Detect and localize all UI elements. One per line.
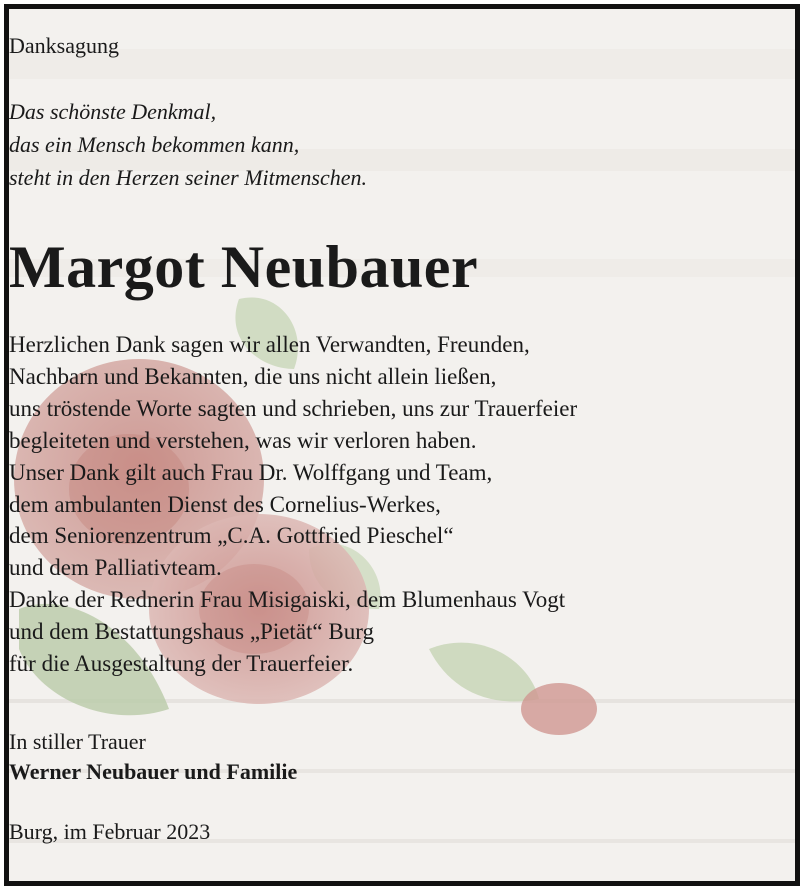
body-line: und dem Palliativteam. bbox=[9, 555, 222, 581]
body-line: Nachbarn und Bekannten, die uns nicht allein ließen, bbox=[9, 363, 497, 389]
signer: Werner Neubauer und Familie bbox=[9, 759, 298, 784]
body-line: Herzlichen Dank sagen wir allen Verwandten, Freunden, bbox=[9, 332, 530, 357]
deceased-name: Margot Neubauer bbox=[9, 234, 479, 300]
body-line: dem Seniorenzentrum „C.A. Gottfried Pieschel“ bbox=[9, 523, 454, 549]
closing-line: In stiller Trauer bbox=[9, 729, 146, 754]
body-line: dem ambulanten Dienst des Cornelius-Werkes, bbox=[9, 491, 441, 517]
quote-line: das ein Mensch bekommen kann, bbox=[9, 132, 300, 157]
thank-you-text bbox=[9, 329, 795, 680]
obituary-card bbox=[4, 4, 800, 886]
body-line: Unser Dank gilt auch Frau Dr. Wolffgang und Team, bbox=[9, 459, 493, 485]
body-line: uns tröstende Worte sagten und schrieben, uns zur Trauerfeier bbox=[9, 395, 578, 421]
heading: Danksagung bbox=[9, 33, 119, 58]
quote-line: steht in den Herzen seiner Mitmenschen. bbox=[9, 165, 368, 190]
closing bbox=[9, 727, 795, 787]
body-line: Danke der Rednerin Frau Misigaiski, dem Blumenhaus Vogt bbox=[9, 587, 566, 613]
place-date: Burg, im Februar 2023 bbox=[9, 819, 211, 844]
quote-line: Das schönste Denkmal, bbox=[9, 99, 217, 124]
body-line: und dem Bestattungshaus „Pietät“ Burg bbox=[9, 619, 374, 645]
body-line: für die Ausgestaltung der Trauerfeier. bbox=[9, 651, 354, 677]
memorial-quote bbox=[9, 95, 795, 194]
body-line: begleiteten und verstehen, was wir verloren haben. bbox=[9, 427, 477, 453]
